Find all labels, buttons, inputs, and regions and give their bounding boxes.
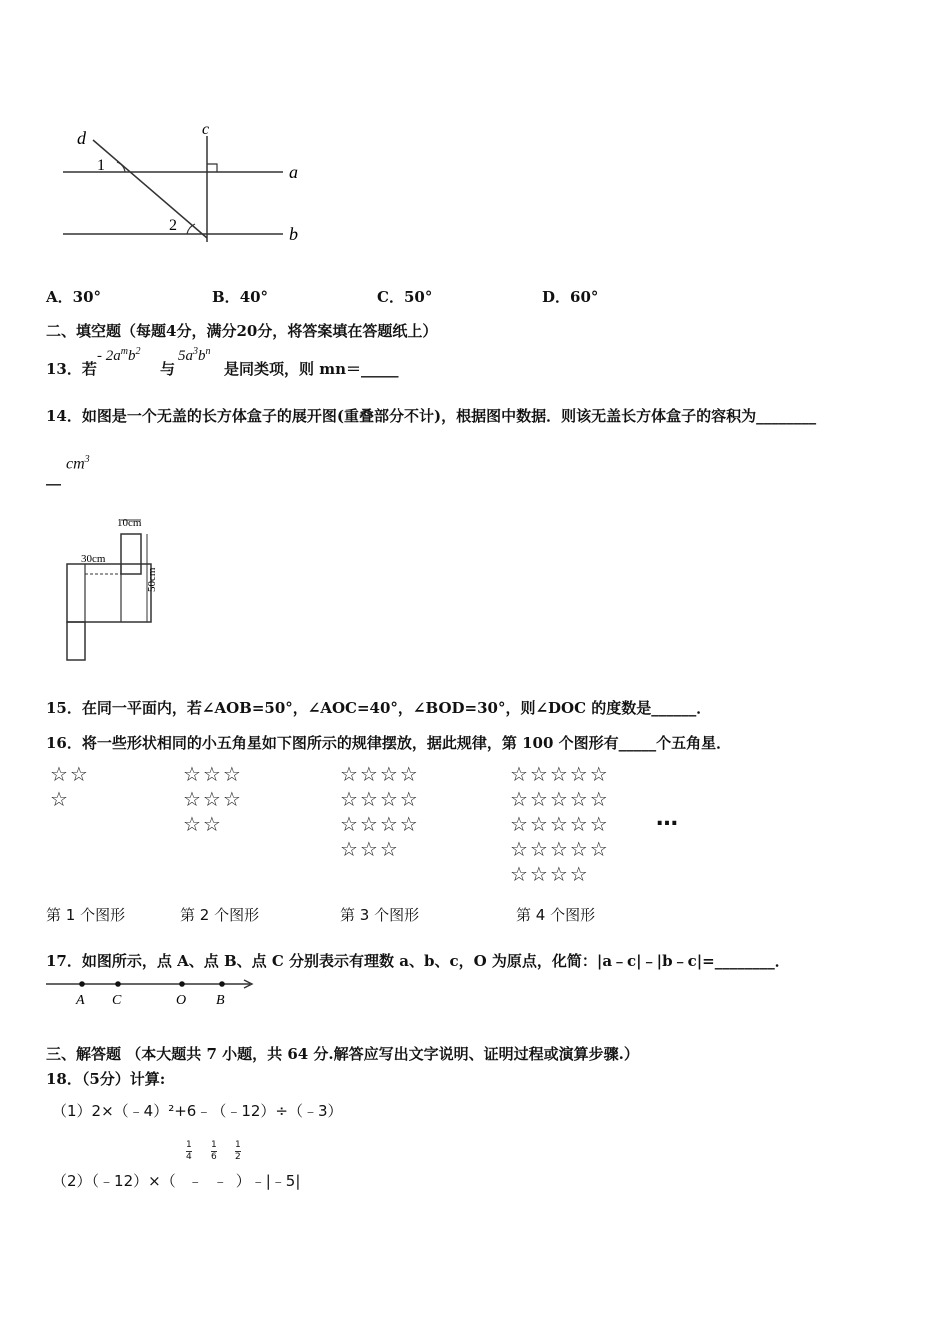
star-pattern-2: ☆☆☆ ☆☆☆ ☆☆ [183,762,243,836]
parallel-lines-figure [55,120,315,255]
q18-part2: （2）（﹣12）×（ ﹣ ﹣ ）﹣|﹣5| [52,1172,301,1190]
label-point-b: B [216,993,225,1008]
angle-1-arc [117,162,125,172]
label-point-o: O [176,993,187,1008]
label-point-a: A [76,993,85,1008]
q15-text: 15．在同一平面内，若∠AOB=50°，∠AOC=40°，∠BOD=30°，则∠DOC 的度数是______． [46,699,712,717]
q13-term2: $5a^3b^n$ [178,346,211,364]
star-pattern-1: ☆☆ ☆ [50,762,90,811]
label-point-c: C [112,993,122,1008]
right-angle-mark [207,164,217,172]
point-o [179,981,185,987]
q14-unit: $cm^3$ [66,454,90,473]
q16-text: 16．将一些形状相同的小五角星如下图所示的规律摆放，据此规律，第 100 个图形有_____个五角星． [46,734,732,752]
fraction-1-6: 1 6 [211,1140,217,1162]
dim-10-label: 10cm [117,517,142,529]
q13-mid: 与 [160,360,176,378]
caption-1: 第 1 个图形 [46,906,126,924]
q13-tail: 是同类项，则 mn＝_____ [224,360,399,378]
q14-dash: __ [46,468,61,486]
ellipsis: … [656,806,678,831]
q13-term1: - $2a^mb^2$ [97,346,141,364]
q13-number: 13．若 [46,360,97,378]
dim-50-label: 50cm [146,567,158,592]
section-3-title: 三、解答题 （本大题共 7 小题，共 64 分.解答应写出文字说明、证明过程或演算步骤.） [46,1045,639,1063]
line-d [93,140,207,238]
dim-30-label: 30cm [81,553,106,565]
bottom-flap [67,622,85,660]
box-net-figure [55,512,165,664]
star-pattern-3: ☆☆☆☆ ☆☆☆☆ ☆☆☆☆ ☆☆☆ [340,762,420,861]
caption-4: 第 4 个图形 [516,906,596,924]
label-angle-2: 2 [169,217,177,234]
point-a [79,981,85,987]
q14-text: 14．如图是一个无盖的长方体盒子的展开图(重叠部分不计)，根据图中数据．则该无盖长方体盒子的容积为________ [46,407,817,425]
option-c[interactable]: C．50° [377,288,433,306]
fraction-1-4: 1 4 [186,1140,192,1162]
number-line [44,974,264,1010]
section-2-title: 二、填空题（每题4分，满分20分，将答案填在答题纸上） [46,322,438,340]
star-pattern-4: ☆☆☆☆☆ ☆☆☆☆☆ ☆☆☆☆☆ ☆☆☆☆☆ ☆☆☆☆ [510,762,610,886]
caption-2: 第 2 个图形 [180,906,260,924]
caption-3: 第 3 个图形 [340,906,420,924]
fraction-1-2: 1 2 [235,1140,241,1162]
point-c [115,981,121,987]
option-d[interactable]: D．60° [542,288,599,306]
main-face [67,564,151,622]
option-a[interactable]: A．30° [46,288,102,306]
label-c: c [202,121,210,138]
top-flap [121,534,141,574]
q18-part1: （1）2×（﹣4）²+6﹣（﹣12）÷（﹣3） [52,1102,343,1120]
point-b [219,981,225,987]
q18-title: 18．（5分）计算: [46,1070,166,1088]
q17-text: 17．如图所示，点 A、点 B、点 C 分别表示有理数 a、b、c，O 为原点，化简：|a﹣c|﹣|b﹣c|=________． [46,952,790,970]
label-a: a [289,162,298,182]
label-d: d [77,128,86,148]
option-b[interactable]: B．40° [212,288,269,306]
label-b: b [289,224,298,244]
angle-2-arc [187,224,195,234]
label-angle-1: 1 [97,157,105,174]
